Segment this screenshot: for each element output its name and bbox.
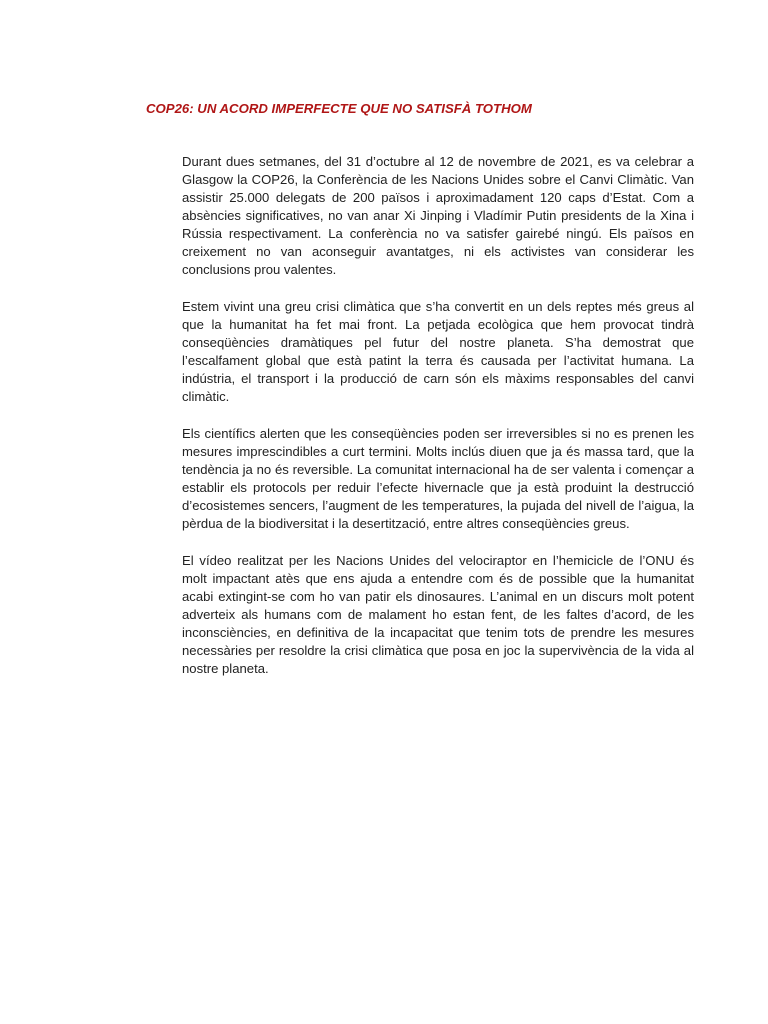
document-title: COP26: UN ACORD IMPERFECTE QUE NO SATISFÀ TOTHOM bbox=[146, 101, 532, 116]
paragraph-1: Durant dues setmanes, del 31 d’octubre al 12 de novembre de 2021, es va celebrar a Glasgow la COP26, la Conferència de les Nacions Unides sobre el Canvi Climàtic. Van assistir 25.000 delegats de 200 països i aproximadament 120 caps d’Estat. Com a absències significatives, no van anar Xi Jinping i Vladímir Putin presidents de la Xina i Rússia respectivament. La conferència no va satisfer gairebé ningú. Els països en creixement no van aconseguir avantatges, ni els activistes van considerar les conclusions prou valentes. bbox=[182, 154, 694, 277]
paragraph-2: Estem vivint una greu crisi climàtica que s’ha convertit en un dels reptes més greus al que la humanitat ha fet mai front. La petjada ecològica que hem provocat tindrà conseqüències dramàtiques pel futur del nostre planeta. S’ha demostrat que l’escalfament global que està patint la terra és causada per l’activitat humana. La indústria, el transport i la producció de carn són els màxims responsables del canvi climàtic. bbox=[182, 299, 694, 404]
document-body bbox=[182, 153, 694, 697]
paragraph-4: El vídeo realitzat per les Nacions Unides del velociraptor en l’hemicicle de l’ONU és molt impactant atès que ens ajuda a entendre com és de possible que la humanitat acabi extingint-se com ho van patir els dinosaures. L’animal en un discurs molt potent adverteix als humans com de malament ho estan fent, de les faltes d’acord, de les inconsciències, en definitiva de la incapacitat que tenim tots de prendre les mesures necessàries per resoldre la crisi climàtica que posa en joc la supervivència de la vida al nostre planeta. bbox=[182, 553, 694, 676]
paragraph-3: Els científics alerten que les conseqüències poden ser irreversibles si no es prenen les mesures imprescindibles a curt termini. Molts inclús diuen que ja és massa tard, que la tendència ja no és reversible. La comunitat internacional ha de ser valenta i començar a establir els protocols per reduir l’efecte hivernacle que ja està produint la destrucció d’ecosistemes sencers, l’augment de les temperatures, la pujada del nivell de l’aigua, la pèrdua de la biodiversitat i la desertització, entre altres conseqüències greus. bbox=[182, 426, 694, 531]
